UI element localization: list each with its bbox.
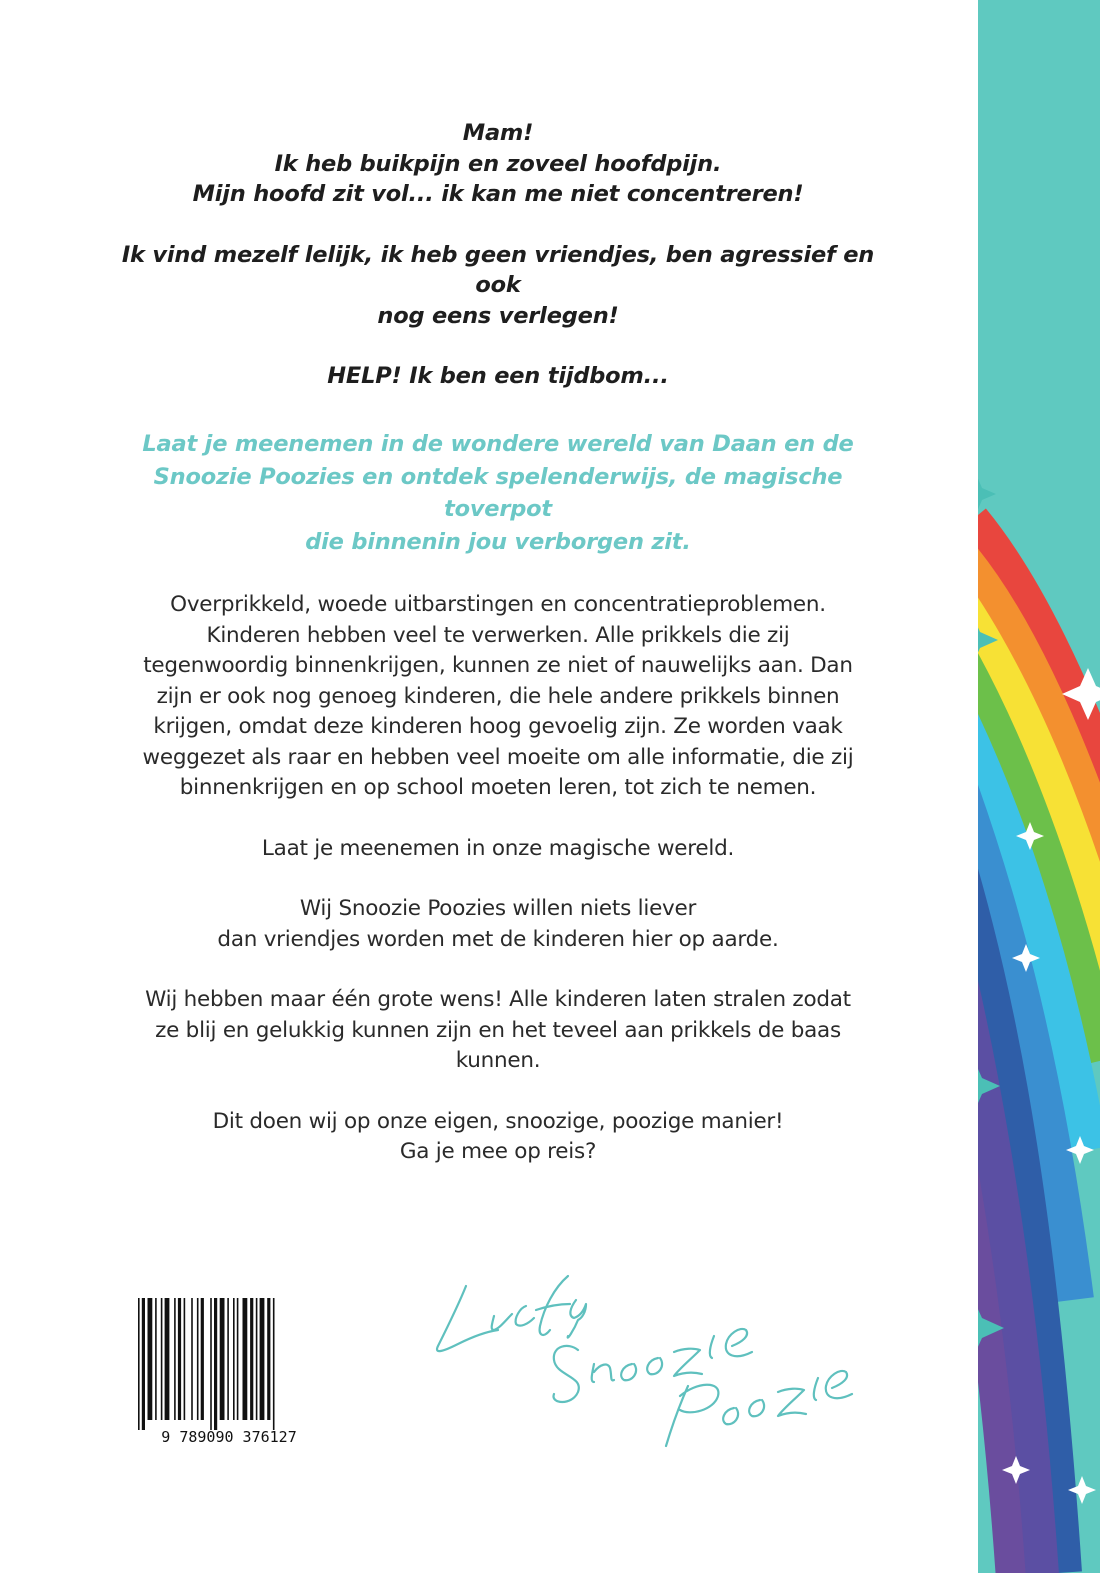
intro-line: nog eens verlegen!	[377, 302, 619, 329]
barcode-bar	[184, 1298, 186, 1420]
barcode-bar	[243, 1298, 248, 1420]
barcode-bar	[155, 1298, 157, 1420]
barcode-bar	[237, 1298, 239, 1420]
barcode-bar	[260, 1298, 265, 1420]
body-line: Overprikkeld, woede uitbarstingen en concentratieproblemen.	[170, 592, 826, 617]
body-line: krijgen, omdat deze kinderen hoog gevoelig zijn. Ze worden vaak	[153, 714, 843, 739]
barcode-bar	[197, 1298, 199, 1420]
rainbow-strip	[978, 0, 1100, 1573]
barcode-bar	[214, 1298, 217, 1430]
body-text	[104, 590, 892, 1198]
barcode-bar	[256, 1298, 258, 1420]
intro-quote	[110, 118, 886, 422]
barcode-bar	[250, 1298, 253, 1420]
body-line: tegenwoordig binnenkrijgen, kunnen ze niet of nauwelijks aan. Dan	[143, 653, 853, 678]
intro-line: Ik vind mezelf lelijk, ik heb geen vriendjes, ben agressief en ook	[121, 241, 875, 298]
intro-line: Mam!	[462, 120, 534, 146]
intro-line: Mijn hoofd zit vol... ik kan me niet concentreren!	[192, 181, 804, 207]
signature	[418, 1268, 858, 1458]
tagline-line: die binnenin jou verborgen zit.	[305, 528, 691, 555]
barcode-bar	[273, 1298, 275, 1430]
body-line: Wij Snoozie Poozies willen niets liever	[299, 896, 697, 921]
barcode-bar	[174, 1298, 176, 1420]
barcode-bar	[220, 1298, 225, 1420]
body-line: Laat je meenemen in onze magische wereld.	[261, 835, 735, 861]
barcode-bar	[142, 1298, 145, 1430]
body-line: weggezet als raar en hebben veel moeite om alle informatie, die zij	[142, 744, 854, 770]
barcode-bar	[233, 1298, 235, 1420]
body-line: ze blij en gelukkig kunnen zijn en het teveel aan prikkels de baas	[155, 1017, 841, 1043]
barcode-bar	[267, 1298, 270, 1420]
body-line: dan vriendjes worden met de kinderen hier op aarde.	[217, 926, 779, 952]
body-line: zijn er ook nog genoeg kinderen, die hele andere prikkels binnen	[156, 683, 840, 709]
isbn-digits: 9 789090 376127	[161, 1428, 297, 1446]
body-line: Ga je mee op reis?	[399, 1139, 597, 1164]
barcode-bar	[165, 1298, 170, 1420]
barcode-bar	[178, 1298, 181, 1420]
tagline-line: Laat je meenemen in de wondere wereld van Daan en de	[142, 431, 854, 457]
barcode-bar	[201, 1298, 204, 1420]
body-line: binnenkrijgen en op school moeten leren, tot zich te nemen.	[179, 775, 817, 800]
barcode-bar	[138, 1298, 140, 1430]
body-line: Dit doen wij op onze eigen, snoozige, poozige manier!	[212, 1108, 784, 1134]
intro-line: HELP! Ik ben een tijdbom...	[327, 363, 669, 389]
tagline-line: Snoozie Poozies en ontdek spelenderwijs, de magische toverpot	[153, 463, 843, 522]
body-paragraph	[104, 590, 892, 804]
barcode-bar	[161, 1298, 163, 1420]
barcode-bar	[210, 1298, 212, 1430]
rainbow-art	[978, 0, 1100, 1573]
barcode-bar	[191, 1298, 193, 1420]
teal-tagline	[106, 428, 890, 558]
body-paragraph	[104, 834, 892, 865]
body-line: kunnen.	[455, 1048, 541, 1073]
body-paragraph	[104, 985, 892, 1077]
isbn-barcode	[134, 1296, 324, 1446]
body-paragraph	[104, 894, 892, 955]
barcode-bar	[227, 1298, 229, 1420]
intro-line: Ik heb buikpijn en zoveel hoofdpijn.	[274, 150, 722, 177]
body-line: Kinderen hebben veel te verwerken. Alle prikkels die zij	[206, 622, 790, 648]
barcode-bar	[148, 1298, 153, 1420]
body-paragraph	[104, 1107, 892, 1168]
body-line: Wij hebben maar één grote wens! Alle kinderen laten stralen zodat	[145, 987, 851, 1012]
